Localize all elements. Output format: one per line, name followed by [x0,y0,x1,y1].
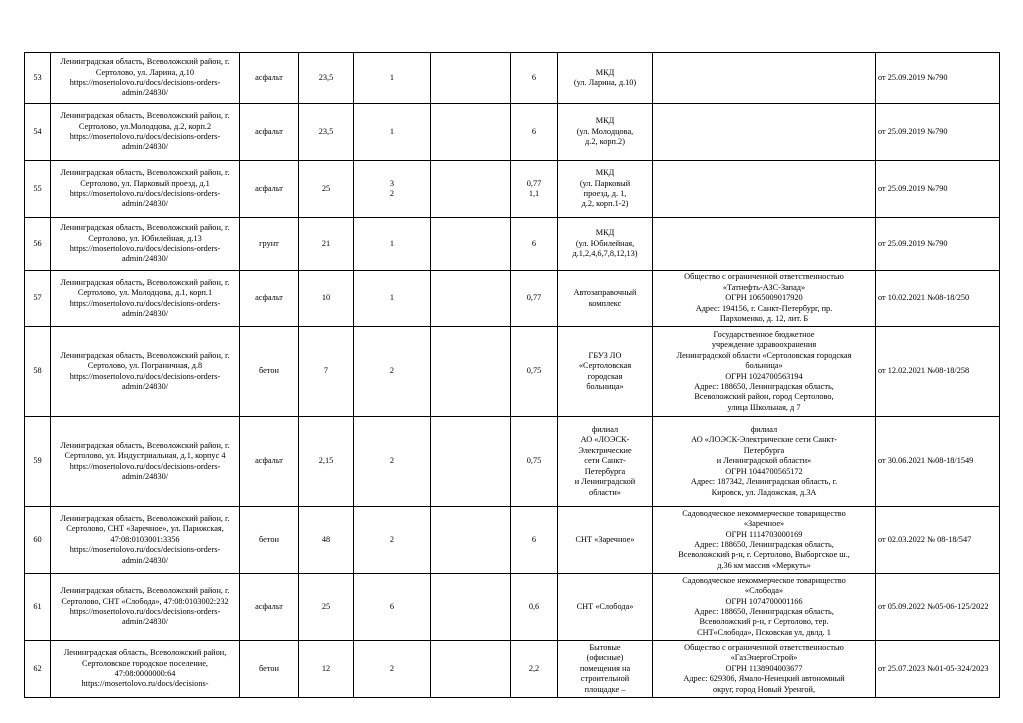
row-address: Ленинградская область, Всеволожский район, г. Сертолово, ул. Молодцова, д.1, корп.1 https://mosertolovo.ru/docs/decisions-orders-admin/24830/ [51,271,240,327]
row-norm: 0,75 [511,417,558,507]
row-container-count: 6 [354,574,431,641]
row-area: 23,5 [299,104,354,161]
row-owner: Государственное бюджетное учреждение здравоохранения Ленинградской области «Сертоловская городская больница» ОГРН 1024700563194 Адрес: 188650, Ленинградская область, Всеволожский район, город Сертолово, улица Школьная, д 7 [653,327,876,417]
row-container-count: 2 [354,327,431,417]
row-area: 23,5 [299,53,354,104]
row-decision: от 25.07.2023 №01-05-324/2023 [876,641,1000,698]
row-blank [431,417,511,507]
row-purpose: Бытовые (офисные) помещения на строительной площадке – [558,641,653,698]
row-container-count: 1 [354,104,431,161]
row-decision: от 25.09.2019 №790 [876,53,1000,104]
row-blank [431,574,511,641]
table-row [25,327,1000,417]
row-norm: 6 [511,218,558,271]
row-purpose: МКД (ул. Юбилейная, д.1,2,4,6,7,8,12,13) [558,218,653,271]
row-surface: бетон [240,641,299,698]
row-decision: от 12.02.2021 №08-18/258 [876,327,1000,417]
row-decision: от 25.09.2019 №790 [876,161,1000,218]
row-owner: Общество с ограниченной ответственностью «ГазЭнергоСтрой» ОГРН 1138904003677 Адрес: 629306, Ямало-Ненецкий автономный округ, город Новый Уренгой, [653,641,876,698]
row-number: 53 [25,53,51,104]
row-container-count: 2 [354,417,431,507]
row-blank [431,161,511,218]
row-area: 10 [299,271,354,327]
row-area: 25 [299,161,354,218]
row-surface: асфальт [240,161,299,218]
row-decision: от 05.09.2022 №05-06-125/2022 [876,574,1000,641]
row-address: Ленинградская область, Всеволожский район, г. Сертолово, ул.Молодцова, д.2, корп.2 https://mosertolovo.ru/docs/decisions-orders-admin/24830/ [51,104,240,161]
row-container-count: 2 [354,507,431,574]
row-number: 61 [25,574,51,641]
registry-table [24,52,1000,698]
row-owner [653,161,876,218]
row-purpose: Автозаправочный комплекс [558,271,653,327]
row-blank [431,53,511,104]
table-row [25,218,1000,271]
row-address: Ленинградская область, Всеволожский район, г. Сертолово, ул. Ларина, д.10 https://mosertolovo.ru/docs/decisions-orders-admin/24830/ [51,53,240,104]
row-surface: асфальт [240,53,299,104]
row-purpose: МКД (ул. Парковый проезд, д. 1, д.2, корп.1-2) [558,161,653,218]
row-number: 55 [25,161,51,218]
row-norm: 0,77 [511,271,558,327]
row-area: 7 [299,327,354,417]
row-address: Ленинградская область, Всеволожский район, Сертоловское городское поселение, 47:08:0000000:64 https://mosertolovo.ru/docs/decisions- [51,641,240,698]
row-number: 59 [25,417,51,507]
row-blank [431,218,511,271]
row-blank [431,271,511,327]
table-row [25,507,1000,574]
row-purpose: МКД (ул. Ларина, д.10) [558,53,653,104]
row-norm: 0,6 [511,574,558,641]
row-container-count: 1 [354,271,431,327]
row-blank [431,327,511,417]
table-row [25,161,1000,218]
row-norm: 6 [511,507,558,574]
row-decision: от 30.06.2021 №08-18/1549 [876,417,1000,507]
row-area: 2,15 [299,417,354,507]
table-row [25,53,1000,104]
table-row [25,641,1000,698]
row-area: 21 [299,218,354,271]
row-address: Ленинградская область, Всеволожский район, г. Сертолово, ул. Индустриальная, д.1, корпус 4 https://mosertolovo.ru/docs/decisions-orders-admin/24830/ [51,417,240,507]
row-area: 25 [299,574,354,641]
row-surface: грунт [240,218,299,271]
row-surface: асфальт [240,104,299,161]
row-purpose: МКД (ул. Молодцова, д.2, корп.2) [558,104,653,161]
row-container-count: 3 2 [354,161,431,218]
row-number: 58 [25,327,51,417]
table-row [25,271,1000,327]
row-address: Ленинградская область, Всеволожский район, г. Сертолово, СНТ «Заречное», ул. Парижская, 47:08:0103001:3356 https://mosertolovo.ru/docs/decisions-orders-admin/24830/ [51,507,240,574]
row-surface: асфальт [240,574,299,641]
row-surface: бетон [240,327,299,417]
row-container-count: 2 [354,641,431,698]
row-number: 62 [25,641,51,698]
row-owner [653,53,876,104]
row-decision: от 25.09.2019 №790 [876,104,1000,161]
row-owner: Садоводческое некоммерческое товарищество «Заречное» ОГРН 1114703000169 Адрес: 188650, Ленинградская область, Всеволожский р-н, г. Сертолово, Выборгское ш., д.36 км массив «Меркуть» [653,507,876,574]
row-purpose: ГБУЗ ЛО «Сертоловская городская больница» [558,327,653,417]
row-norm: 6 [511,104,558,161]
row-norm: 0,77 1,1 [511,161,558,218]
table-row [25,574,1000,641]
row-area: 12 [299,641,354,698]
row-purpose: филиал АО «ЛОЭСК- Электрические сети Санкт- Петербурга и Ленинградской области» [558,417,653,507]
row-owner: Садоводческое некоммерческое товарищество «Слобода» ОГРН 1074700001166 Адрес: 188650, Ленинградская область, Всеволожский р-н, г Сертолово, тер. СНТ«Слобода», Псковская ул, двлд. 1 [653,574,876,641]
row-number: 54 [25,104,51,161]
row-address: Ленинградская область, Всеволожский район, г. Сертолово, СНТ «Слобода», 47:08:0103002:232 https://mosertolovo.ru/docs/decisions-orders-admin/24830/ [51,574,240,641]
row-number: 60 [25,507,51,574]
row-number: 56 [25,218,51,271]
row-address: Ленинградская область, Всеволожский район, г. Сертолово, ул. Пограничная, д.8 https://mosertolovo.ru/docs/decisions-orders-admin/24830/ [51,327,240,417]
table-row [25,104,1000,161]
row-norm: 0,75 [511,327,558,417]
row-surface: асфальт [240,271,299,327]
table-row [25,417,1000,507]
row-area: 48 [299,507,354,574]
row-container-count: 1 [354,218,431,271]
row-surface: бетон [240,507,299,574]
row-number: 57 [25,271,51,327]
row-owner: филиал АО «ЛОЭСК-Электрические сети Санкт- Петербурга и Ленинградской области» ОГРН 1044700565172 Адрес: 187342, Ленинградская область, г. Кировск, ул. Ладожская, д.3А [653,417,876,507]
row-surface: асфальт [240,417,299,507]
row-decision: от 25.09.2019 №790 [876,218,1000,271]
row-purpose: СНТ «Заречное» [558,507,653,574]
row-owner: Общество с ограниченной ответственностью «Татнефть-АЗС-Запад» ОГРН 1065009017920 Адрес: 194156, г. Санкт-Петербург, пр. Пархоменко, д. 12, лит. Б [653,271,876,327]
row-blank [431,641,511,698]
row-address: Ленинградская область, Всеволожский район, г. Сертолово, ул. Парковый проезд, д.1 https://mosertolovo.ru/docs/decisions-orders-admin/24830/ [51,161,240,218]
row-purpose: СНТ «Слобода» [558,574,653,641]
row-owner [653,218,876,271]
row-address: Ленинградская область, Всеволожский район, г. Сертолово, ул. Юбилейная, д.13 https://mosertolovo.ru/docs/decisions-orders-admin/24830/ [51,218,240,271]
row-norm: 2,2 [511,641,558,698]
row-norm: 6 [511,53,558,104]
row-owner [653,104,876,161]
row-blank [431,104,511,161]
row-blank [431,507,511,574]
row-decision: от 10.02.2021 №08-18/250 [876,271,1000,327]
row-decision: от 02.03.2022 № 08-18/547 [876,507,1000,574]
row-container-count: 1 [354,53,431,104]
